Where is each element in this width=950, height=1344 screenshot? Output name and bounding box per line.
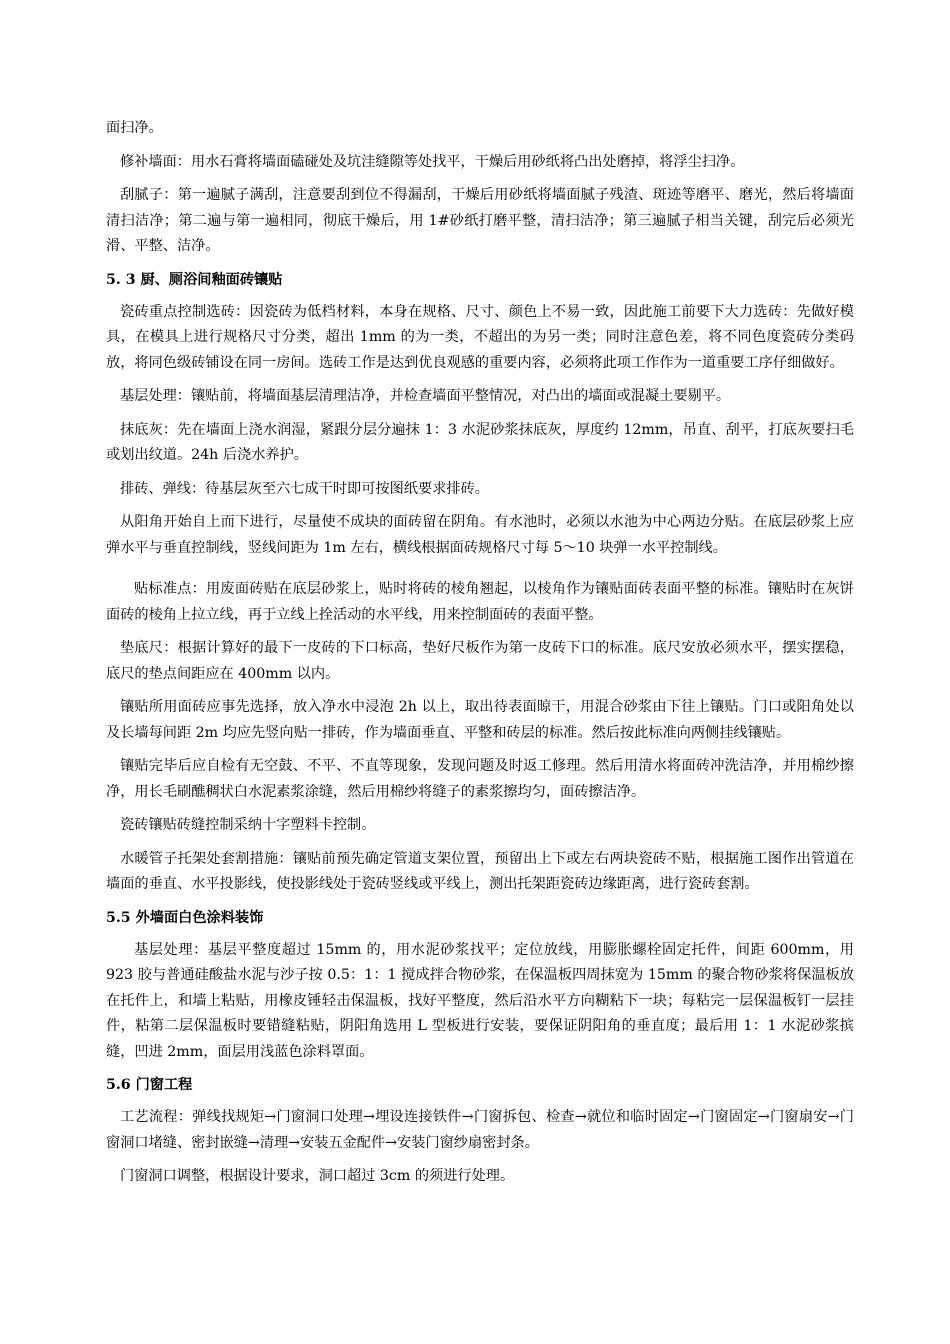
paragraph: 镶贴完毕后应自检有无空鼓、不平、不直等现象，发现问题及时返工修理。然后用清水将面砖冲洗洁净，并用棉纱擦净，用长毛刷醮稠状白水泥素浆涂缝，然后用棉纱将缝子的素浆擦均匀，面砖擦洁净。 xyxy=(106,758,854,800)
section-heading-5-5: 5.5 外墙面白色涂料装饰 xyxy=(106,909,264,926)
section-heading-5-3: 5. 3 厨、厕浴间釉面砖镶贴 xyxy=(106,271,283,288)
document-body xyxy=(106,116,854,1198)
paragraph: 瓷砖重点控制选砖：因瓷砖为低档材料，本身在规格、尺寸、颜色上不易一致，因此施工前要下大力选砖：先做好模具，在模具上进行规格尺寸分类，超出 1mm 的为一类，不超出的为另一类；同时注意色差，将不同色度瓷砖分类码放，将同色级砖铺设在同一房间。选砖工作是达到优良观感的重要内容，必须将此项工作作为一道重要工序仔细做好。 xyxy=(106,303,854,371)
paragraph: 门窗洞口调整，根据设计要求，洞口超过 3cm 的须进行处理。 xyxy=(120,1168,515,1184)
paragraph: 修补墙面：用水石膏将墙面磕碰处及坑洼缝隙等处找平，干燥后用砂纸将凸出处磨掉，将浮尘扫净。 xyxy=(120,153,745,170)
paragraph: 贴标准点：用废面砖贴在底层砂浆上，贴时将砖的棱角翘起，以棱角作为镶贴面砖表面平整的标准。镶贴时在灰饼面砖的棱角上拉立线，再于立线上拴活动的水平线，用来控制面砖的表面平整。 xyxy=(106,581,854,623)
paragraph: 从阳角开始自上而下进行，尽量使不成块的面砖留在阴角。有水池时，必须以水池为中心两边分贴。在底层砂浆上应弹水平与垂直控制线，竖线间距为 1m 左右，横线根据面砖规格尺寸每 5～10 块弹一水平控制线。 xyxy=(106,514,854,556)
paragraph: 垫底尺：根据计算好的最下一皮砖的下口标高，垫好尺板作为第一皮砖下口的标准。底尺安放必须水平，摆实摆稳，底尺的垫点间距应在 400mm 以内。 xyxy=(106,640,854,682)
section-heading-5-6: 5.6 门窗工程 xyxy=(106,1077,193,1093)
paragraph: 抹底灰：先在墙面上浇水润湿，紧跟分层分遍抹 1：3 水泥砂浆抹底灰，厚度约 12mm，吊直、刮平，打底灰要扫毛或划出纹道。24h 后浇水养护。 xyxy=(106,421,854,463)
paragraph: 刮腻子：第一遍腻子满刮，注意要刮到位不得漏刮，干燥后用砂纸将墙面腻子残渣、斑迹等磨平、磨光，然后将墙面清扫洁净；第二遍与第一遍相同，彻底干燥后，用 1#砂纸打磨平整，清扫洁净；第三遍腻子相当关键，刮完后必须光滑、平整、洁净。 xyxy=(106,187,854,254)
paragraph: 镶贴所用面砖应事先选择，放入净水中浸泡 2h 以上，取出待表面晾干，用混合砂浆由下往上镶贴。门口或阳角处以及长墙每间距 2m 均应先竖向贴一排砖，作为墙面垂直、平整和砖层的标准。然后按此标准向两侧挂线镶贴。 xyxy=(106,699,854,741)
paragraph: 排砖、弹线：待基层灰至六七成干时即可按图纸要求排砖。 xyxy=(120,480,489,497)
paragraph: 基层处理：基层平整度超过 15mm 的，用水泥砂浆找平；定位放线，用膨胀螺栓固定托件，间距 600mm，用 923 胶与普通硅酸盐水泥与沙子按 0.5：1：1 搅成拌合物砂浆，在保温板四周抹宽为 15mm 的聚合物砂浆将保温板放在托件上，和墙上粘贴，用橡皮锤轻击保温板，找好平整度，然后沿水平方向糊粘下一块；每粘完一层保温板钉一层挂件，粘第二层保温板时要错缝粘贴，阴阳角选用 L 型板进行安装，要保证阴阳角的垂直度；最后用 1：1 水泥砂浆摈缝，凹进 2mm，面层用浅蓝色涂料罩面。 xyxy=(106,941,854,1060)
paragraph: 水暖管子托架处套割措施：镶贴前预先确定管道支架位置，预留出上下或左右两块瓷砖不贴，根据施工图作出管道在墙面的垂直、水平投影线，使投影线处于瓷砖竖线或平线上，测出托架距瓷砖边缘距离，进行瓷砖套割。 xyxy=(106,850,854,892)
paragraph: 工艺流程：弹线找规矩→门窗洞口处理→埋设连接铁件→门窗拆包、检查→就位和临时固定→门窗固定→门窗扇安→门窗洞口堵缝、密封嵌缝→清理→安装五金配件→安装门窗纱扇密封条。 xyxy=(106,1109,854,1151)
paragraph: 面扫净。 xyxy=(106,120,163,136)
paragraph: 瓷砖镶贴砖缝控制采纳十字塑料卡控制。 xyxy=(120,817,376,833)
paragraph: 基层处理：镶贴前，将墙面基层清理洁净，并检查墙面平整情况，对凸出的墙面或混凝土要剔平。 xyxy=(120,388,731,404)
